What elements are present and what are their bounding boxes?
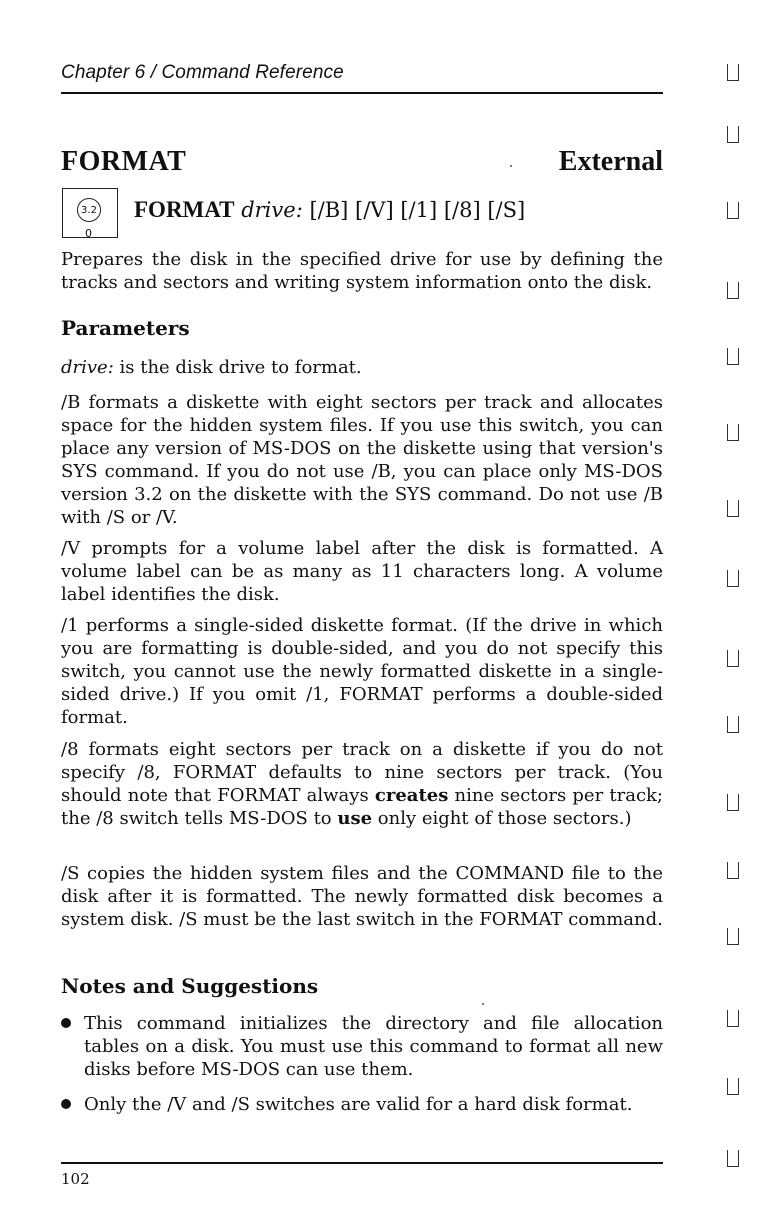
edge-tab-mark (727, 282, 739, 299)
version-number: 3.2 (77, 198, 101, 222)
page-number: 102 (61, 1170, 90, 1188)
param-8-text-2: nine sectors per track; the /8 switch tells MS-DOS to (61, 785, 663, 829)
footer-rule (61, 1162, 663, 1164)
edge-tab-mark (727, 650, 739, 667)
command-name: FORMAT (61, 146, 187, 177)
param-1-switch: /1 performs a single-sided diskette format. (If the drive in which you are formatting is double-sided, and you do not specify this switch, you cannot use the newly formatted diskette in a single-sided drive.) If you omit /1, FORMAT performs a double-sided format. (61, 615, 663, 728)
notes-bullet-text: This command initializes the directory and file allocation tables on a disk. You must use this command to format all new disks before MS-DOS can use them. (84, 1013, 663, 1080)
edge-tab-mark (727, 1078, 739, 1095)
header-rule (61, 92, 663, 94)
parameters-heading: Parameters (61, 316, 190, 340)
param-s-switch: /S copies the hidden system files and the COMMAND file to the disk after it is formatted. The newly formatted disk becomes a system disk. /S must be the last switch in the FORMAT command. (61, 863, 663, 930)
syntax-keyword: FORMAT (134, 197, 235, 222)
bullet-icon (61, 1099, 71, 1109)
edge-tab-mark (727, 1150, 739, 1167)
param-8-switch (61, 738, 663, 830)
scan-speck (482, 1003, 484, 1005)
edge-tab-mark (727, 500, 739, 517)
scan-speck (510, 165, 512, 167)
edge-tab-mark (727, 570, 739, 587)
edge-tab-mark (727, 716, 739, 733)
command-type: External (558, 146, 663, 177)
edge-tab-mark (727, 202, 739, 219)
version-sub: 0 (85, 227, 92, 240)
edge-tab-mark (727, 794, 739, 811)
version-badge-icon (62, 188, 118, 238)
edge-tab-mark (727, 928, 739, 945)
syntax-switches: [/B] [/V] [/1] [/8] [/S] (309, 198, 526, 222)
param-b-switch: /B formats a diskette with eight sectors per track and allocates space for the hidden system files. If you use this switch, you can place any version of MS-DOS on the diskette using that version's SYS command. If you do not use /B, you can place only MS-DOS version 3.2 on the diskette with the SYS command. Do not use /B with /S or /V. (61, 392, 663, 528)
command-description: Prepares the disk in the specified drive for use by defining the tracks and sectors and writing system information onto the disk. (61, 249, 663, 293)
edge-tab-mark (727, 424, 739, 441)
param-8-bold-creates: creates (374, 785, 449, 806)
param-v-switch: /V prompts for a volume label after the disk is formatted. A volume label can be as many as 11 characters long. A volume label identifies the disk. (61, 538, 663, 605)
command-syntax (134, 197, 525, 223)
param-8-text-3: only eight of those sectors.) (372, 808, 632, 829)
param-drive (61, 356, 663, 379)
param-drive-text: is the disk drive to format. (113, 357, 362, 378)
notes-bullet-text: Only the /V and /S switches are valid for a hard disk format. (84, 1094, 633, 1115)
notes-heading: Notes and Suggestions (61, 974, 319, 998)
edge-tab-mark (727, 348, 739, 365)
edge-tab-mark (727, 1010, 739, 1027)
chapter-header: Chapter 6 / Command Reference (61, 62, 344, 83)
edge-tab-mark (727, 64, 739, 81)
command-title-row (61, 146, 663, 182)
param-drive-term: drive: (61, 357, 114, 378)
param-8-bold-use: use (337, 808, 373, 829)
edge-tab-mark (727, 862, 739, 879)
bullet-icon (61, 1018, 71, 1028)
param-8-text-1: /8 formats eight sectors per track on a diskette if you do not specify /8, FORMAT defaults to nine sectors per track. (You should note that FORMAT always (61, 739, 663, 806)
edge-tab-mark (727, 126, 739, 143)
syntax-argument: drive: (241, 198, 303, 222)
